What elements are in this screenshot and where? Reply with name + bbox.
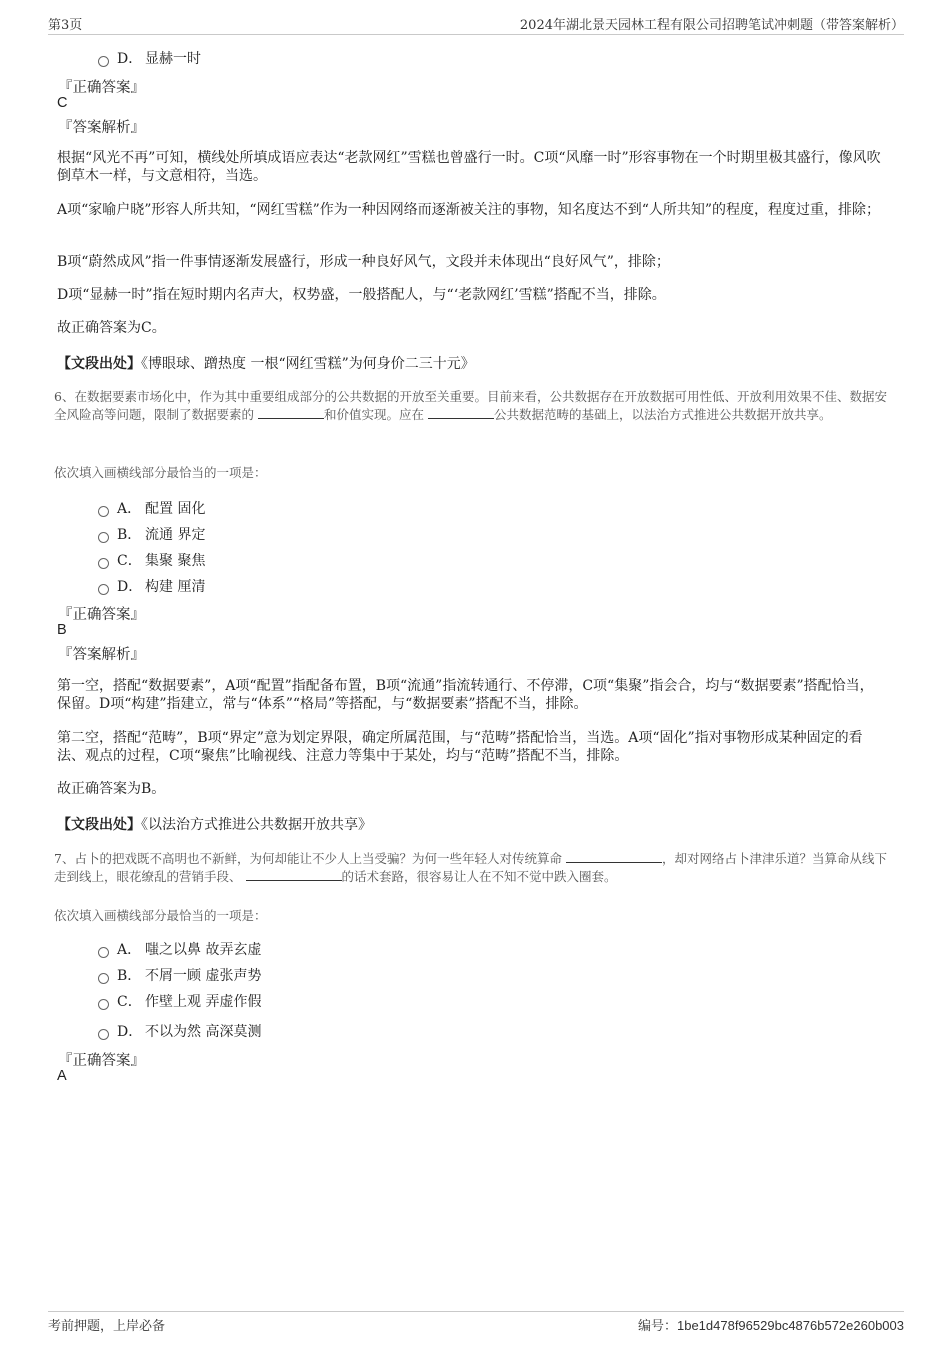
blank-1: [258, 406, 324, 419]
option-b[interactable]: B． 流通 界定: [98, 524, 205, 544]
answer-label: 『正确答案』: [58, 607, 145, 623]
analysis-paragraph: 第一空，搭配“数据要素”，A项“配置”指配备布置，B项“流通”指流转通行、不停滞，C项“集聚”指会合，均与“数据要素”搭配恰当，保留。D项“构建”指建立，常与“体系”“格局”等搭配，与“数据要素”搭配不当，排除。: [57, 678, 874, 712]
option-d[interactable]: D． 构建 厘清: [98, 576, 205, 596]
document-title: 2024年湖北景天园林工程有限公司招聘笔试冲刺题（带答案解析）: [519, 18, 904, 33]
option-c[interactable]: C． 作壁上观 弄虚作假: [98, 991, 261, 1011]
page-number: 第3页: [48, 18, 83, 33]
analysis-paragraph: 根据“风光不再”可知，横线处所填成语应表达“老款网红”雪糕也曾盛行一时。C项“风靡一时”形容事物在一个时期里极其盛行，像风吹倒草木一样，与文意相符，当选。: [57, 150, 881, 184]
question-7-prompt: 依次填入画横线部分最恰当的一项是：: [54, 908, 267, 923]
radio-icon[interactable]: [98, 999, 109, 1010]
answer-label: 『正确答案』: [58, 80, 145, 96]
answer-value: C: [57, 95, 68, 111]
blank-2: [428, 406, 494, 419]
analysis-paragraph: D项“显赫一时”指在短时期内名声大，权势盛，一般搭配人，与“‘老款网红’雪糕”搭配不当，排除。: [57, 287, 666, 303]
radio-icon[interactable]: [98, 56, 109, 67]
question-6-stem: 6、在数据要素市场化中，作为其中重要组成部分的公共数据的开放至关重要。目前来看，公共数据存在开放数据可用性低、开放利用效果不佳、数据安全风险高等问题，限制了数据要素的 和价值实现。应在 公共数据范畴的基础上，以法治方式推进公共数据开放共享。: [54, 389, 887, 422]
page-header: [48, 14, 904, 35]
document-code: 编号：1be1d478f96529bc4876b572e260b003: [637, 1318, 904, 1334]
radio-icon[interactable]: [98, 973, 109, 984]
answer-value: B: [57, 622, 67, 638]
source-label: 【文段出处】: [57, 356, 141, 372]
source-title: 《博眼球、蹭热度 一根“网红雪糕”为何身价二三十元》: [141, 356, 475, 372]
answer-value: A: [57, 1068, 67, 1084]
option-d[interactable]: D． 不以为然 高深莫测: [98, 1021, 261, 1041]
source-title: 《以法治方式推进公共数据开放共享》: [141, 817, 372, 833]
analysis-conclusion: 故正确答案为B。: [57, 781, 166, 797]
page-footer: [48, 1311, 904, 1334]
radio-icon[interactable]: [98, 1029, 109, 1040]
option-b[interactable]: B． 不屑一顾 虚张声势: [98, 965, 261, 985]
analysis-paragraph: 第二空，搭配“范畴”，B项“界定”意为划定界限，确定所属范围，与“范畴”搭配恰当，当选。A项“固化”指对事物形成某种固定的看法、观点的过程，C项“聚焦”比喻视线、注意力等集中于某处，均与“范畴”搭配不当，排除。: [57, 730, 863, 764]
question-7-stem: 7、占卜的把戏既不高明也不新鲜，为何却能让不少人上当受骗？为何一些年轻人对传统算命 ，却对网络占卜津津乐道？当算命从线下走到线上，眼花缭乱的营销手段、 的话术套路，很容易让人在不知不觉中跌入圈套。: [54, 851, 887, 884]
question-6-prompt: 依次填入画横线部分最恰当的一项是：: [54, 465, 267, 480]
source-line: [57, 814, 372, 834]
footer-slogan: 考前押题，上岸必备: [48, 1319, 166, 1334]
source-line: [57, 353, 475, 373]
analysis-label: 『答案解析』: [58, 120, 145, 136]
radio-icon[interactable]: [98, 947, 109, 958]
blank-2: [246, 868, 342, 881]
answer-label: 『正确答案』: [58, 1053, 145, 1069]
analysis-paragraph: A项“家喻户晓”形容人所共知，“网红雪糕”作为一种因网络而逐渐被关注的事物，知名度达不到“人所共知”的程度，程度过重，排除；: [57, 202, 881, 218]
option-d[interactable]: D． 显赫一时: [98, 48, 201, 68]
option-a[interactable]: A． 配置 固化: [98, 498, 205, 518]
analysis-paragraph: B项“蔚然成风”指一件事情逐渐发展盛行，形成一种良好风气，文段并未体现出“良好风气”，排除；: [57, 254, 670, 270]
radio-icon[interactable]: [98, 506, 109, 517]
radio-icon[interactable]: [98, 532, 109, 543]
option-a[interactable]: A． 嗤之以鼻 故弄玄虚: [98, 939, 261, 959]
option-c[interactable]: C． 集聚 聚焦: [98, 550, 205, 570]
analysis-label: 『答案解析』: [58, 647, 145, 663]
analysis-conclusion: 故正确答案为C。: [57, 320, 166, 336]
radio-icon[interactable]: [98, 558, 109, 569]
radio-icon[interactable]: [98, 584, 109, 595]
source-label: 【文段出处】: [57, 817, 141, 833]
blank-1: [566, 850, 662, 863]
